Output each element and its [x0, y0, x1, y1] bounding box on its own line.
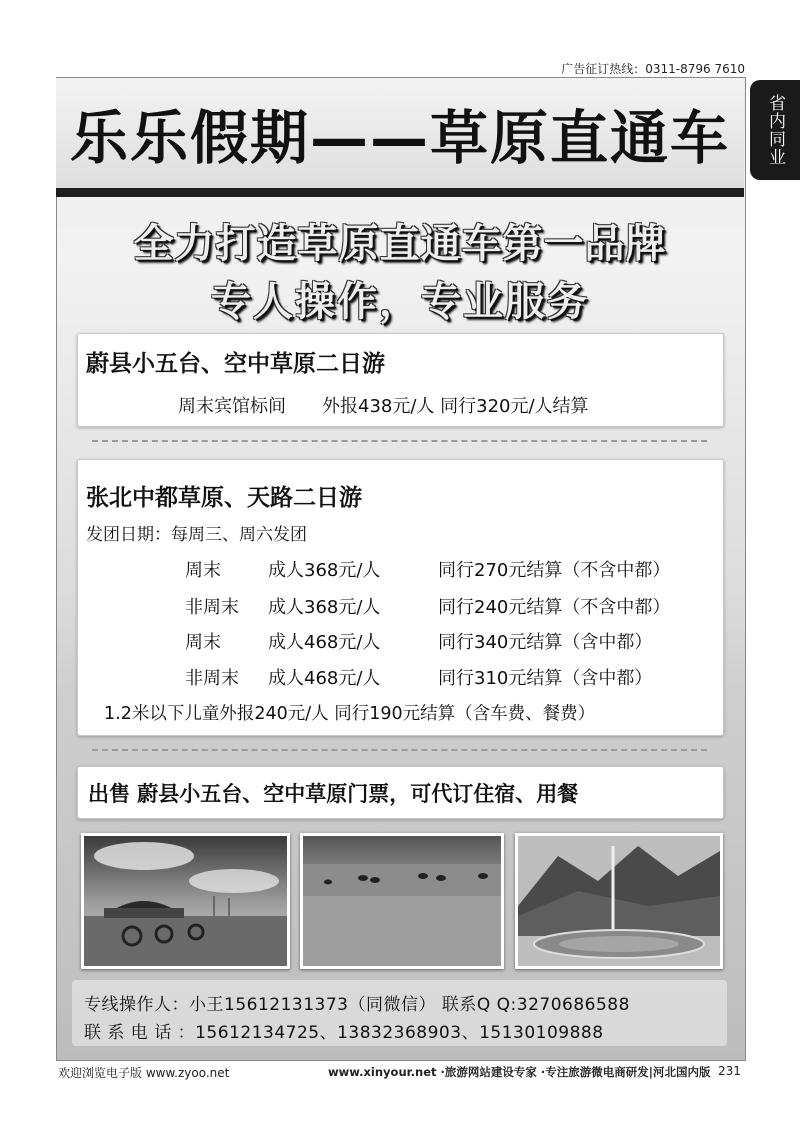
price-row-adult: 成人368元/人 [268, 560, 381, 581]
page-number: 231 [718, 1064, 741, 1078]
dashed-divider [92, 749, 707, 751]
price-row-period: 非周末 [185, 668, 239, 689]
price-row-period: 周末 [185, 632, 221, 653]
price-row-period: 非周末 [185, 597, 239, 618]
price-row-period: 周末 [185, 560, 221, 581]
price-row-adult: 成人468元/人 [268, 632, 381, 653]
main-title: 乐乐假期——草原直通车 [56, 78, 744, 188]
photo-grassland-cattle [300, 833, 504, 969]
footer-left-link[interactable]: 欢迎浏览电子版 www.zyoo.net [58, 1066, 230, 1080]
section-tab[interactable]: 省内同业 [750, 80, 800, 180]
price-row-peer: 同行240元结算（不含中都） [438, 597, 671, 618]
price-row-peer: 同行270元结算（不含中都） [438, 560, 671, 581]
price-row-adult: 成人368元/人 [268, 597, 381, 618]
operator-contact: 专线操作人：小王15612131373（同微信） 联系Q Q:3270686588 [84, 995, 630, 1015]
dashed-divider [92, 440, 707, 442]
child-price: 1.2米以下儿童外报240元/人 同行190元结算（含车费、餐费） [104, 704, 596, 724]
route1-price-line: 周末宾馆标间 外报438元/人 同行320元/人结算 [178, 396, 589, 417]
footer-center-link[interactable]: www.xinyour.net ·旅游网站建设专家 ·专注旅游微电商研发|河北国内版 [328, 1065, 711, 1079]
route1-title: 蔚县小五台、空中草原二日游 [86, 351, 385, 377]
price-row-adult: 成人468元/人 [268, 668, 381, 689]
price-row-peer: 同行340元结算（含中都） [438, 632, 653, 653]
ticket-sale-text: 出售 蔚县小五台、空中草原门票，可代订住宿、用餐 [88, 782, 579, 806]
photo-mountain-fountain [515, 833, 723, 969]
route2-schedule: 发团日期：每周三、周六发团 [86, 525, 307, 545]
slogan-primary: 全力打造草原直通车第一品牌 [133, 221, 667, 267]
title-divider [56, 188, 744, 197]
price-row-peer: 同行310元结算（含中都） [438, 668, 653, 689]
route2-title: 张北中都草原、天路二日游 [86, 485, 362, 511]
ad-hotline: 广告征订热线：0311-8796 7610 [561, 62, 745, 76]
photo-yurt-carts [81, 833, 290, 969]
slogan-secondary: 专人操作，专业服务 [211, 279, 589, 325]
contact-phones: 联 系 电 话 ：15612134725、13832368903、15130109888 [84, 1023, 604, 1043]
